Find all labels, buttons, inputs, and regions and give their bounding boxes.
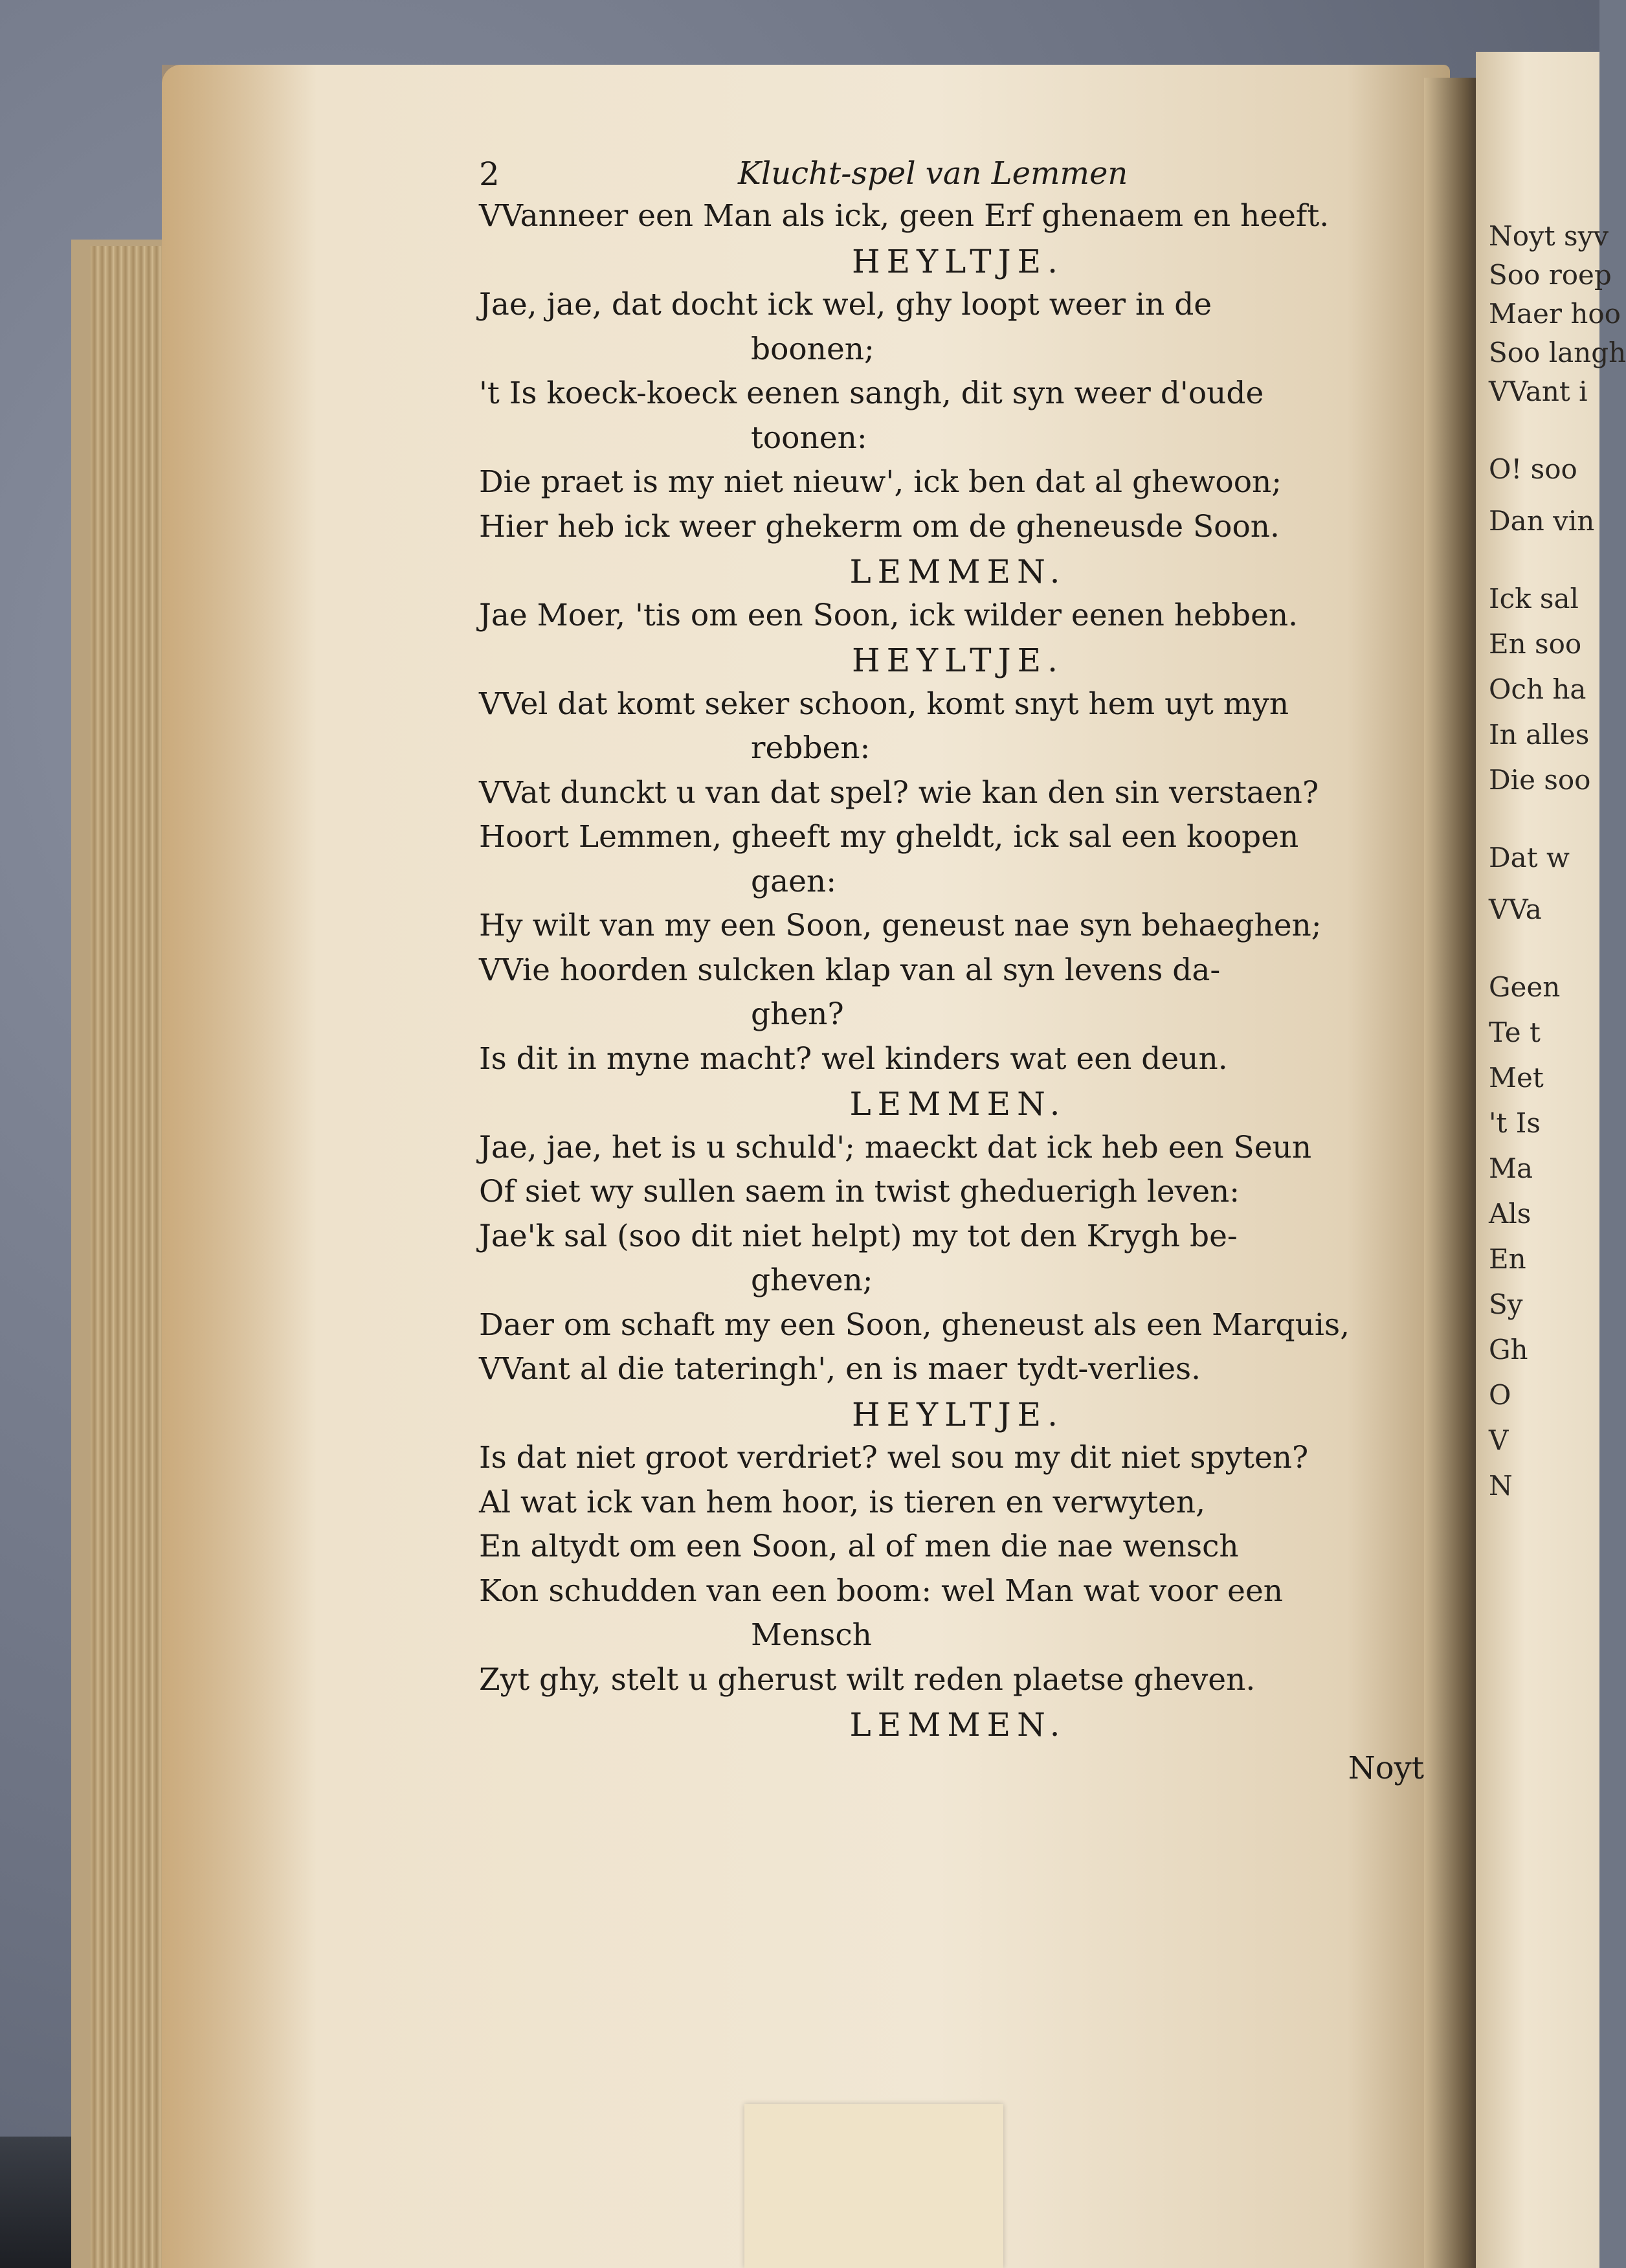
right-page-fragment: Als (1489, 1198, 1531, 1229)
right-page-fragment: N (1489, 1470, 1513, 1501)
verse-line: Daer om schaft my een Soon, gheneust als een Marquis, (479, 1307, 1350, 1343)
verse-line: Al wat ick van hem hoor, is tieren en verwyten, (479, 1484, 1206, 1520)
right-page-fragment: O! soo (1489, 453, 1577, 485)
verse-turnover: ghen? (751, 996, 844, 1032)
verse-line: Hy wilt van my een Soon, geneust nae syn behaeghen; (479, 908, 1322, 943)
verse-line: VVanneer een Man als ick, geen Erf ghenaem en heeft. (479, 198, 1330, 234)
page-stain (162, 65, 317, 2268)
right-page-fragment: Met (1489, 1062, 1544, 1094)
speaker-name: LEMMEN. (849, 1706, 1067, 1744)
verse-line: Kon schudden van een boom: wel Man wat voor een (479, 1573, 1284, 1609)
verse-line: Jae, jae, dat docht ick wel, ghy loopt weer in de (479, 287, 1212, 322)
right-page-fragment: 't Is (1489, 1107, 1541, 1139)
paper-tab (744, 2104, 1003, 2268)
verse-turnover: Mensch (751, 1617, 872, 1653)
verse-turnover: boonen; (751, 331, 874, 367)
right-page-fragment: Och ha (1489, 673, 1587, 705)
verse-turnover: gaen: (751, 863, 837, 899)
speaker-name: LEMMEN. (849, 553, 1067, 590)
right-page-fragment: Gh (1489, 1334, 1528, 1365)
book-gutter (1424, 78, 1482, 2268)
speaker-name: HEYLTJE. (851, 642, 1065, 679)
speaker-name: LEMMEN. (849, 1085, 1067, 1123)
verse-line: Hoort Lemmen, gheeft my gheldt, ick sal een koopen (479, 819, 1299, 855)
page-number: 2 (479, 155, 500, 193)
right-page-fragment: Dan vin (1489, 505, 1595, 537)
right-page-fragment: V (1489, 1424, 1509, 1456)
verse-line: Hier heb ick weer ghekerm om de gheneusde Soon. (479, 508, 1280, 545)
right-page-fragment: En (1489, 1243, 1526, 1275)
right-page-fragment: En soo (1489, 628, 1582, 660)
right-page-fragment: Sy (1489, 1288, 1523, 1320)
right-page-fragment: O (1489, 1379, 1511, 1411)
right-page-fragment: VVant i (1489, 376, 1588, 407)
verse-line: En altydt om een Soon, al of men die nae wensch (479, 1529, 1239, 1564)
right-page-fragment: Noyt syv (1489, 220, 1609, 252)
verse-line: Jae, jae, het is u schuld'; maeckt dat ick heb een Seun (479, 1129, 1312, 1165)
verse-line: Die praet is my niet nieuw', ick ben dat al ghewoon; (479, 464, 1282, 500)
verse-turnover: rebben: (751, 730, 871, 766)
running-title: Klucht-spel van Lemmen (738, 155, 1128, 192)
right-page-fragment: Maer hoo (1489, 298, 1621, 330)
right-page-fragment: Dat w (1489, 842, 1570, 873)
verse-line: Of siet wy sullen saem in twist gheduerigh leven: (479, 1174, 1240, 1209)
right-page-fragment: Soo roep (1489, 259, 1612, 291)
verse-line: Jae Moer, 'tis om een Soon, ick wilder eenen hebben. (479, 597, 1298, 633)
verse-line: Zyt ghy, stelt u gherust wilt reden plaetse gheven. (479, 1661, 1256, 1698)
verse-line: VVant al die tateringh', en is maer tydt-verlies. (479, 1351, 1201, 1387)
right-page-fragment: Die soo (1489, 764, 1591, 796)
verse-line: VVie hoorden sulcken klap van al syn levens da- (479, 952, 1221, 988)
verse-line: 't Is koeck-koeck eenen sangh, dit syn weer d'oude (479, 376, 1264, 411)
right-page-fragment: In alles (1489, 719, 1590, 750)
right-page-fragment: Ma (1489, 1152, 1533, 1184)
right-page-fragment: VVa (1489, 893, 1542, 925)
verse-line: Is dat niet groot verdriet? wel sou my dit niet spyten? (479, 1440, 1309, 1476)
right-page-fragment: Geen (1489, 971, 1561, 1003)
verse-line: VVel dat komt seker schoon, komt snyt hem uyt myn (479, 686, 1289, 722)
catchword: Noyt (1348, 1749, 1424, 1786)
verse-turnover: gheven; (751, 1263, 873, 1298)
speaker-name: HEYLTJE. (851, 1395, 1065, 1433)
verse-line: Is dit in myne macht? wel kinders wat een deun. (479, 1040, 1228, 1077)
right-page-fragment: Ick sal (1489, 583, 1579, 614)
verse-line: Jae'k sal (soo dit niet helpt) my tot den Krygh be- (479, 1218, 1238, 1254)
right-page-fragment: Te t (1489, 1016, 1541, 1048)
right-page (1476, 52, 1626, 2268)
right-page-fragment: Soo langh (1489, 337, 1626, 368)
speaker-name: HEYLTJE. (851, 242, 1065, 280)
verse-line: VVat dunckt u van dat spel? wie kan den sin verstaen? (479, 774, 1319, 811)
verse-turnover: toonen: (751, 420, 867, 456)
